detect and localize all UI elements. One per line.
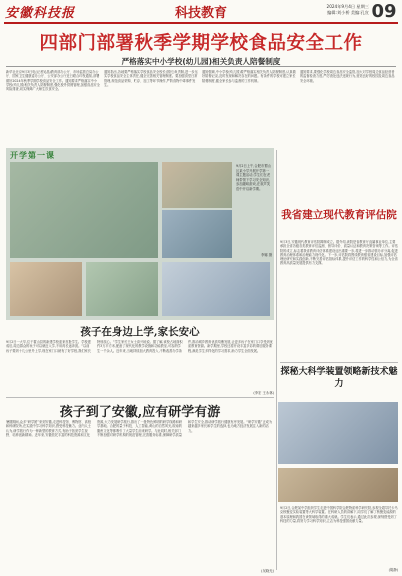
subhead-divider [6,66,396,67]
lead-column-1: 新华社北京9月3日电(记者吴晶)教育部办公厅、市场监管总局办公厅、国家卫生健康委办公厅、公安部办公厅近日联合印发通知,部署做好2024年秋季学期学校食品安全工作。通知要求严格落实中小学校(幼儿园)相关负责人陪餐制度,强化校外供餐管理,加强食品安全风险排查,切实保障广大师生饮食安全。 [6,70,100,92]
science-tour-body: 9月2日,合肥某中学组织学生走进中国科学院合肥物质科学研究院,参观全超导托卡马克核聚变实验装置等大科学装置。在科研人员的讲解下,同学们了解了核聚变能源的基本原理和我国在该领域取得的重大成就。学生们表示,通过此次参观,深刻感受到了科技的力量,将努力学习科学知识,立志为科技强国贡献力量。 [280,506,398,523]
photo-caption: 9月2日上午,合肥市蜀山区某小学开展开学第一课主题活动,学生们在老师带领下学习安全知识,参加趣味游戏,在欢声笑语中开启新学期。 [236,164,271,191]
page-number: 09 [371,1,397,22]
photo-bottom-2 [86,262,158,316]
section-title: 科技教育 [174,6,227,21]
photo-feature [6,148,274,320]
editors-line: 编辑:刘小桥 美编:孔宣 [327,9,369,15]
lead-column-4: 通知要求,要强化学校周边食品安全监管,加大对学校周边食品经营者的监督检查力度,严厉查处违法违规行为,营造良好的校园及周边食品安全环境。 [300,70,395,83]
home-school-credit: (李宏 王永林) [253,391,274,395]
lead-column-3: 通知强调,中小学校(幼儿园)要严格落实相关负责人陪餐制度,认真做好陪餐记录,及时发现和解决存在的问题。有条件的学校可建立家长陪餐制度,健全家长参与监督的工作机制。 [202,70,296,83]
study-tour-headline: 孩子到了安徽,应有研学有游 [59,405,221,420]
home-school-headline: 孩子在身边上学,家长安心 [80,326,200,338]
lead-column-2: 通知指出,各地要严格落实学校食品安全校长(园长)负责制,进一步压实学校食品安全主体责任,健全完善相关管理制度。要加强食堂日常管理,规范食品采购、贮存、加工等环节操作,严防食物中毒事件发生。 [104,70,198,87]
photo-top-small [162,162,232,208]
lead-headline: 四部门部署秋季学期学校食品安全工作 [39,33,363,54]
newspaper-logo: 安徽科技报 [5,6,76,21]
science-tour-photo-2 [278,468,398,502]
section-divider [6,397,274,398]
issue-date: 2024年9月4日 星期三 [326,4,369,9]
column-divider [276,150,277,570]
right-divider [280,362,398,363]
science-tour-headline: 探秘大科学装置领略新技术魅力 [280,367,398,389]
photo-bottom-1 [10,262,82,316]
masthead-divider [4,22,398,24]
eval-institute-body: 9月3日,安徽现代教育评估院揭牌成立。据介绍,该院是省教育厅直属事业单位,主要承担全省各级各类教育评估监测、督导评价、质量认证和教育决策咨询等工作。评估院的成立,标志着我省教育评估体系建设迈出重要一步,将进一步推动管办评分离,促进教育治理体系和治理能力现代化。下一步,评估院将围绕教育强省建设目标,加强评估理论研究和实践创新,不断完善评估指标体系,提升评估工作的科学性和公信力,为全省教育高质量发展提供有力支撑。 [280,240,398,266]
photo-middle-small [162,210,232,258]
study-tour-body: 暑期期间,众多“研学团”来到安徽,走进科技馆、博物馆、高校和科研院所,在实践中学习科学知识,感受科技魅力。业内人士认为,研学旅行作为一种新型的教育方式,有助于拓宽学生视野、培养创新精神。近年来,安徽依托丰富的科技资源和文化资源,大力发展研学旅行,推出了一批特色鲜明的研学线路和研学基地。合肥的量子科技、人工智能,黄山的自然风光,皖南的徽州文化等都吸引了大量学生前来研学。与此同时,相关部门不断加强对研学机构的规范管理,完善服务标准,保障研学质量和学生安全,推动研学旅行健康有序发展。“研学安徽”正成为越来越多家长和学生的选择,也为地方经济发展注入新的活力。 [6,420,273,437]
photo-bottom-3 [162,262,270,316]
lead-subhead: 严格落实中小学校(幼儿园)相关负责人陪餐制度 [121,57,281,66]
photo-feature-title: 开学第一课 [10,151,55,160]
science-tour-photo-1 [278,402,398,464]
home-school-body: 9月2日一大早,位于霍山县的新建学校迎来首批学生。学校建成后,周边群众的孩子可以就近入学,不用再长途奔波。“以前孩子要到十几公里外上学,现在家门口就有了好学校,我们家长特别放心。”学生家长王女士高兴地说。据了解,该校占地面积约3万平方米,配备了现代化的教学设施和功能教室,可容纳学生一千余人。近年来,当地持续加大教育投入,不断改善办学条件,推动城乡教育优质均衡发展,让更多孩子在家门口享受到优质教育资源。新学期里,学校还将开设丰富多彩的课后服务课程,满足学生多样化的学习需求,助力学生全面发展。 [6,340,273,353]
eval-institute-headline: 我省建立现代教育评估院 [281,209,397,221]
photo-credit: 李娜 摄 [261,253,272,257]
study-tour-credit: (吴晓光) [261,569,274,573]
science-tour-credit: (胡静) [388,568,398,572]
masthead-meta [285,4,369,16]
main-photo [10,162,158,258]
